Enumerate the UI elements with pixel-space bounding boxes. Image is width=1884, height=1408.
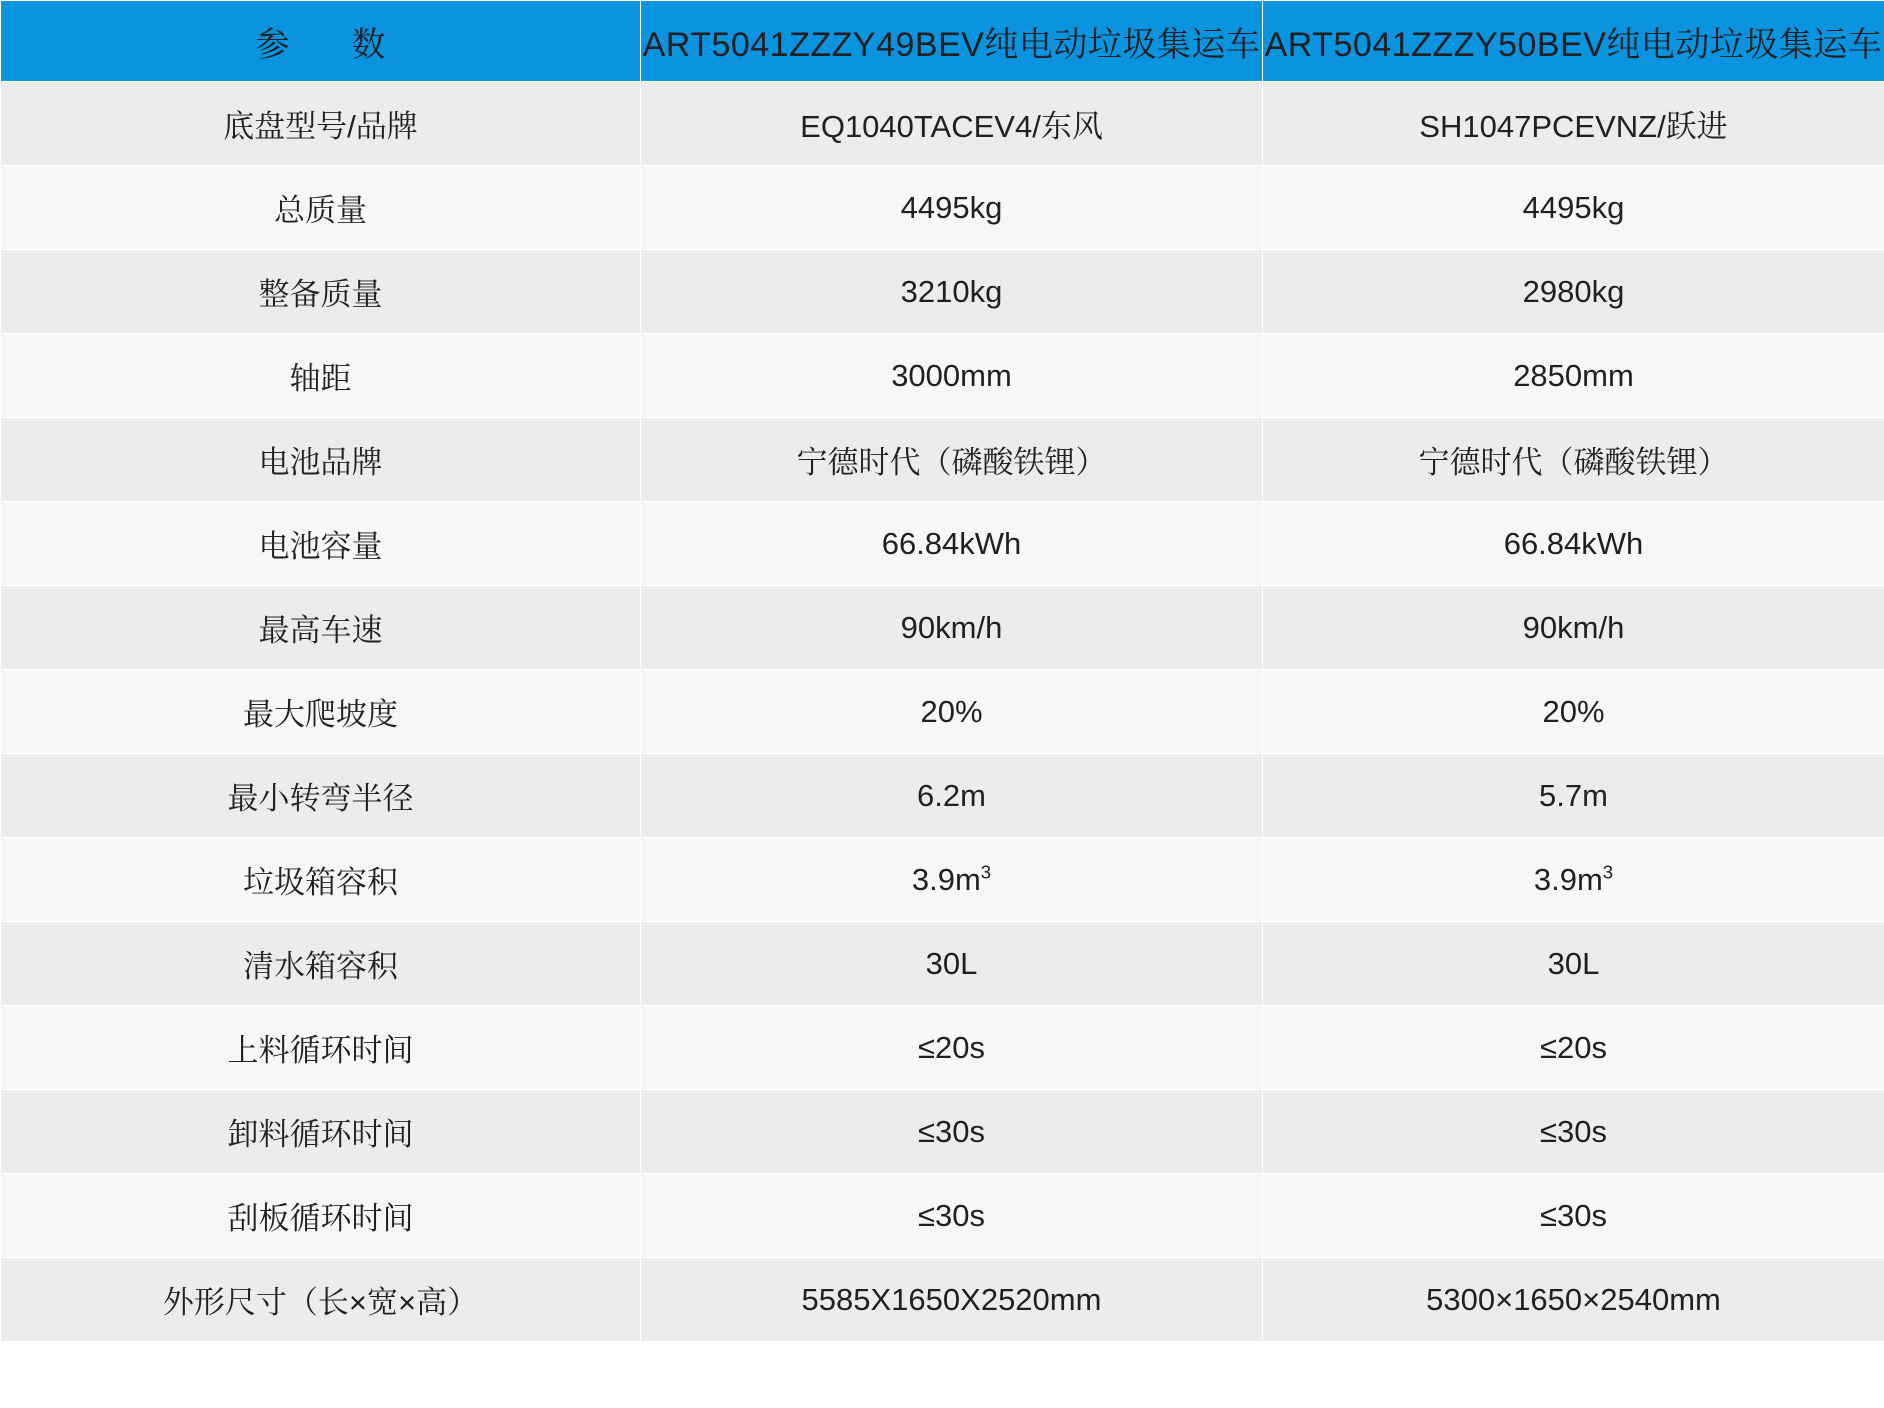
table-row [1,502,1884,586]
spec-value-model-2: 90km/h [1263,586,1884,670]
spec-parameter-name: 轴距 [1,334,641,418]
table-row [1,418,1884,502]
spec-value-model-1: 66.84kWh [641,502,1263,586]
spec-parameter-name: 整备质量 [1,250,641,334]
table-row [1,754,1884,838]
table-row [1,586,1884,670]
spec-value-model-1: 5585X1650X2520mm [641,1258,1263,1342]
spec-value-model-1: 宁德时代（磷酸铁锂） [641,418,1263,502]
spec-parameter-name: 最高车速 [1,586,641,670]
spec-parameter-name: 外形尺寸（长×宽×高） [1,1258,641,1342]
header-model-2: ART5041ZZZY50BEV纯电动垃圾集运车 [1263,1,1884,82]
spec-value-model-1: EQ1040TACEV4/东风 [641,82,1263,166]
table-body [1,82,1884,1342]
spec-value-model-2: ≤30s [1263,1090,1884,1174]
spec-value-model-2: 2980kg [1263,250,1884,334]
table-row [1,82,1884,166]
table-row [1,1258,1884,1342]
spec-parameter-name: 最大爬坡度 [1,670,641,754]
spec-value-model-1: ≤30s [641,1090,1263,1174]
table-header-row [1,1,1884,82]
spec-value-model-2: 5.7m [1263,754,1884,838]
spec-value-model-2: SH1047PCEVNZ/跃进 [1263,82,1884,166]
spec-value-model-2: ≤30s [1263,1174,1884,1258]
spec-parameter-name: 总质量 [1,166,641,250]
spec-value-model-1: 4495kg [641,166,1263,250]
table-row [1,1174,1884,1258]
spec-parameter-name: 卸料循环时间 [1,1090,641,1174]
table-row [1,250,1884,334]
spec-parameter-name: 垃圾箱容积 [1,838,641,922]
spec-value-model-2: 2850mm [1263,334,1884,418]
spec-parameter-name: 清水箱容积 [1,922,641,1006]
spec-value-model-1: ≤20s [641,1006,1263,1090]
spec-value-model-2: 宁德时代（磷酸铁锂） [1263,418,1884,502]
spec-value-model-2: 30L [1263,922,1884,1006]
table-row [1,838,1884,922]
spec-parameter-name: 上料循环时间 [1,1006,641,1090]
table-row [1,922,1884,1006]
header-parameter: 参 数 [1,1,641,82]
spec-value-model-1: $3.9m^3$ [641,838,1263,922]
header-model-1: ART5041ZZZY49BEV纯电动垃圾集运车 [641,1,1263,82]
spec-parameter-name: 电池品牌 [1,418,641,502]
spec-value-model-1: 30L [641,922,1263,1006]
table-row [1,1090,1884,1174]
table-header [1,1,1884,82]
spec-value-model-2: 20% [1263,670,1884,754]
table-row [1,670,1884,754]
spec-parameter-name: 电池容量 [1,502,641,586]
spec-value-model-1: 3000mm [641,334,1263,418]
table-row [1,1006,1884,1090]
spec-value-model-1: 90km/h [641,586,1263,670]
spec-value-model-1: 6.2m [641,754,1263,838]
table-row [1,334,1884,418]
spec-parameter-name: 最小转弯半径 [1,754,641,838]
spec-parameter-name: 刮板循环时间 [1,1174,641,1258]
spec-value-model-2: 66.84kWh [1263,502,1884,586]
spec-value-model-1: ≤30s [641,1174,1263,1258]
spec-value-model-2: 5300×1650×2540mm [1263,1258,1884,1342]
spec-value-model-1: 20% [641,670,1263,754]
spec-value-model-2: 4495kg [1263,166,1884,250]
table-row [1,166,1884,250]
spec-value-model-1: 3210kg [641,250,1263,334]
spec-parameter-name: 底盘型号/品牌 [1,82,641,166]
spec-value-model-2: $3.9m^3$ [1263,838,1884,922]
spec-value-model-2: ≤20s [1263,1006,1884,1090]
